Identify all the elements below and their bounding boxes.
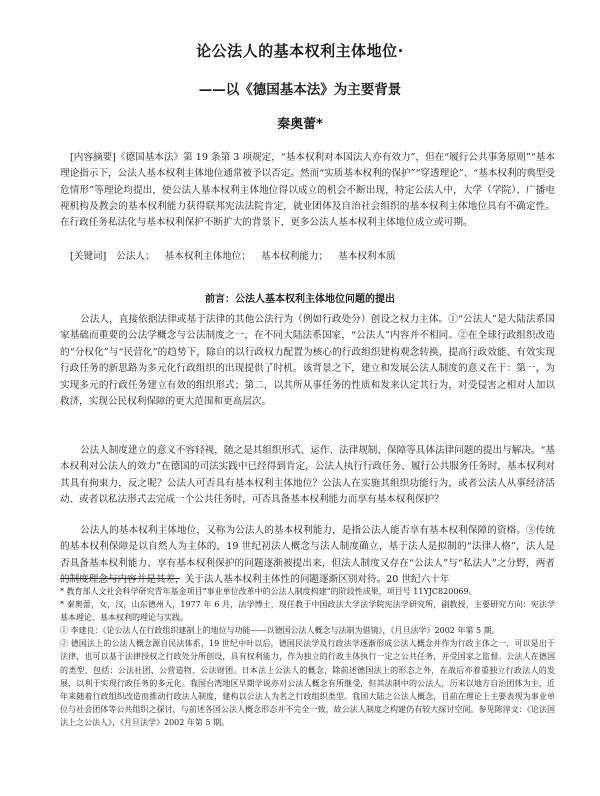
section-heading: 前言：公法人基本权利主体地位问题的提出 (205, 294, 395, 305)
footnote-divider (60, 578, 180, 579)
body-paragraph: 公法人，直接依据法律或基于法律的其他公法行为（例如行政处分）创设之权力主体。①“公法人”是大陆法系国家基础而重要的公法学概念与公法制度之一，在不同大陆法系国家，“公法人”内容并不相同。②在全球行政组织改造的“分权化”与“民营化”的趋势下，除自的以行政权力配置为核心的行政组织建构观念转换，提高行政效能、有效实现行政任务的新思路为多元化行政组织的出现提供了时机。该背景之下，建立和发展公法人制度的意义在于：第一，为实现多元的行政任务建立有效的组织形式；第二，以其所从事任务的性质和发来认定其行为，对受侵害之相对人加以救济，实现公民权利保障的更大范围和更高层次。 (60, 314, 555, 408)
keywords (70, 248, 550, 262)
paper-author: 秦奥蕾* (277, 117, 323, 132)
paper-title: 论公法人的基本权利主体地位· (196, 42, 404, 60)
footnote: * 教育部人文社会科学研究青年基金项目“事业单位改革中的公法人制度构建”的阶段性成果，项目号 11YJC820069。 (60, 587, 477, 596)
abstract: [内容摘要]《德国基本法》第 19 条第 3 项规定，“基本权利对本国法人亦有效力”，但在“履行公共事务原则”“基本理论指示下，公法人基本权利主体地位通常被予以否定。然而“实质基本权利的保护”“穿透理论”、“基本权利的典型受危情形”等理论均提出，使公法人基本权利主体地位得以成立的机会不断出现，特定公法人中，大学（学院）、广播电视机构及教会的基本权利能力获得联邦宪法法院肯定，就业团体及自治社会组织的基本权利主体地位具有不确定性。在行政任务私法化与基本权利保护不断扩大的背景下，更多公法人基本权利主体地位成立或可期。 (60, 152, 555, 229)
footnote: * 秦奥蕾，女，汉，山东德州人，1977 年 6 月，法学博士，现任教于中国政法大学法学院宪法学研究所，副教授，主要研究方向：宪法学基本理论、基本权利的理论与实践。 (60, 600, 555, 623)
footnote: ① 李建良：《论公法人在行政组织建制上的地位与功能——以德国公法人概念与法制为借镜》，《月旦法学》2002 年第 5 期。 (60, 626, 500, 636)
keyword: 基本权利本质 (338, 251, 396, 262)
keyword: 基本权利能力； (261, 251, 329, 262)
keyword: 基本权利主体地位； (164, 251, 251, 262)
paper-subtitle: ——以《德国基本法》为主要背景 (198, 82, 402, 98)
footnotes (60, 585, 555, 729)
body-paragraph: 公法人制度建立的意义不容轻视，随之是其组织形式、运作、法律规制、保障等具体法律问题的提出与解决。“基本权利对公法人的效力”在德国的司法实践中已经得到肯定，公法人执行行政任务、履行公共服务任务时，基本权利对其具有拘束力，反之呢？公法人可否具有基本权利主体地位？公法人在实施其组织功能行为，或者公法人从事经济活动、或者以私法形式去完成一个公共任务时，可否具备基本权利能力而享有基本权利保护？ (60, 445, 555, 506)
body-paragraph: 公法人的基本权利主体地位，又称为公法人的基本权利能力，是指公法人能否享有基本权利保障的资格。③传统的基本权利保障是以自然人为主体的，19 世纪初法人概念与法人制度确立，基于法人是拟制的“法律人格”，法人是否具备基本权利能力、享有基本权利保护的问题逐渐被提出来，但法人制度又存在“公法人”与“私法人”之分野，两者的制度理念与内容并是其差，关于法人基本权利主体性的问题逐渐区别对待。20 世纪六十年 (60, 525, 555, 586)
keywords-label: [关键词] (70, 251, 107, 262)
footnote: ② 德国法上的公法人概念源自民法体系，19 世纪中叶以后，德国民法学及行政法学逐渐形成公法人概念并作为行政主体之一，可以是出于法律，也可以基于法律授权之行政处分所创设，具有权利能力，作为独立的行政主体执行一定之公共任务，并受国家之监督。公法人在德国的类型，包括：公法社团、公营造物、公法财团。日本法上公法人的概念，除前述德国法上的形态之外，在战后亦着重独立行政法人的发展，以利于实现行政任务的多元化。我国台湾地区早期学说亦对公法人概念有所继受，但其法制中的公法人，历来以地方自治团体为主，近年来随着行政组织改造而推动行政法人制度，建构以公法人为名之行政组织类型。我国大陆之公法人概念，目前在理论上主要表现为事业单位与社会团体等公共组织之探讨，与前述各国公法人概念形态并不完全一致，故公法人制度之构建仍有较大探讨空间。参见陈淳文：《论法国法上之公法人》，《月旦法学》2002 年第 5 期。 (60, 639, 555, 727)
keyword: 公法人； (116, 251, 155, 262)
